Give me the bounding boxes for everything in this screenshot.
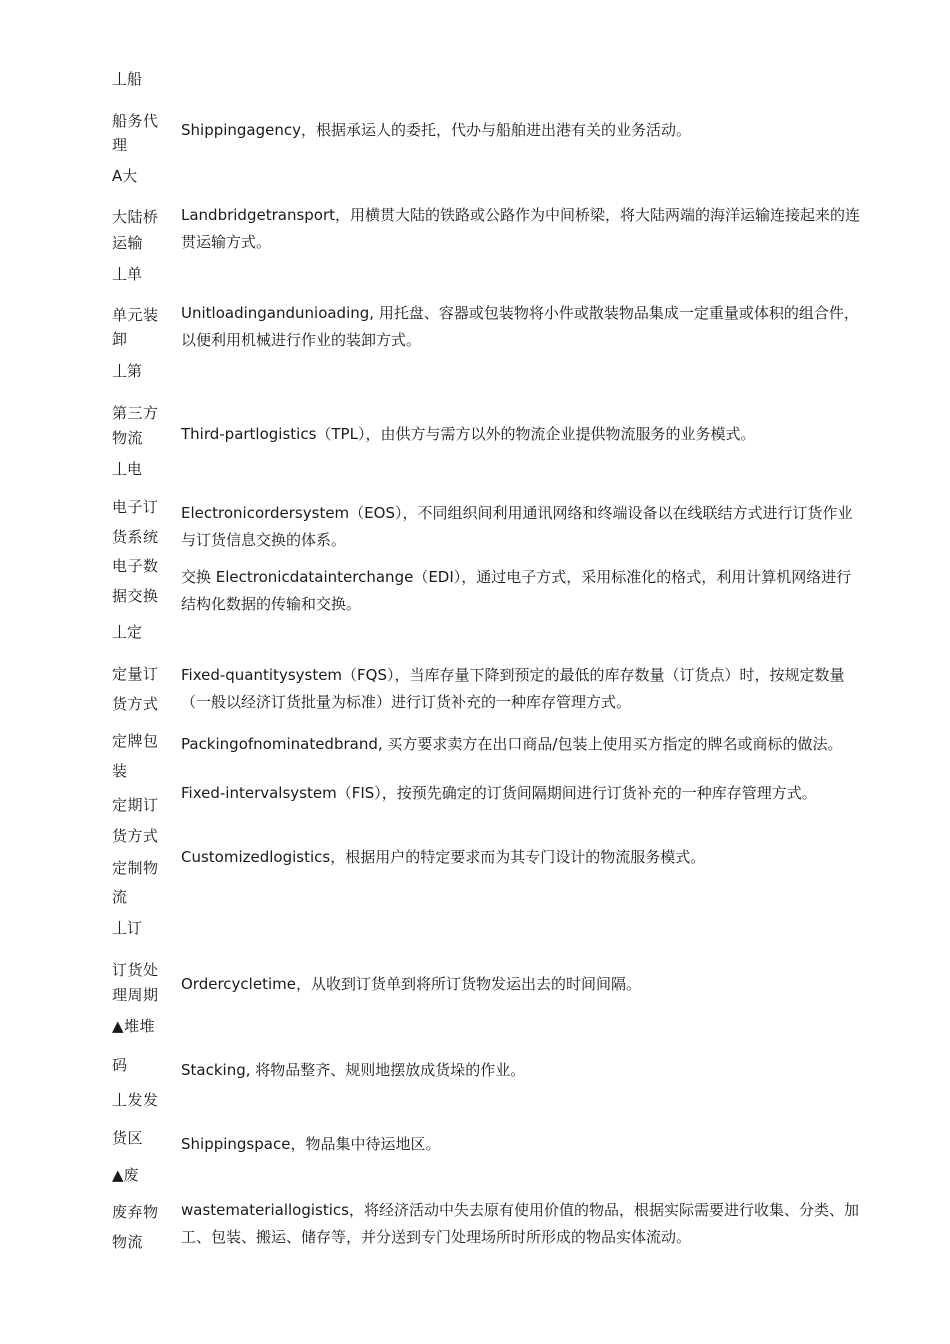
index-marker: ▲废: [112, 1166, 139, 1184]
term-label: 第三方: [112, 404, 159, 422]
term-definition: Shippingspace，物品集中待运地区。: [181, 1135, 441, 1153]
term-label: 货系统: [112, 528, 159, 546]
term-label: 电子数: [112, 557, 159, 575]
term-label: 定制物: [112, 859, 159, 877]
term-label: 物流: [112, 1233, 144, 1251]
term-label: 电子订: [112, 498, 159, 516]
term-label: 定牌包: [112, 732, 159, 750]
term-label: 货方式: [112, 827, 159, 845]
term-definition: Ordercycletime，从收到订货单到将所订货物发运出去的时间间隔。: [181, 975, 641, 993]
term-definition: Fixed-quantitysystem（FQS），当库存量下降到预定的最低的库存数量（订货点）时，按规定数量（一般以经济订货批量为标准）进行订货补充的一种库存管理方式。: [181, 666, 845, 711]
term-definition: 交换 Electronicdatainterchange（EDI），通过电子方式，采用标准化的格式，利用计算机网络进行结构化数据的传输和交换。: [181, 568, 852, 613]
term-label: 货区: [112, 1129, 144, 1147]
term-label: 理周期: [112, 986, 159, 1004]
term-label: 据交换: [112, 587, 159, 605]
term-label: 理: [112, 136, 128, 154]
term-label: 定期订: [112, 796, 159, 814]
term-label: 废弃物: [112, 1203, 159, 1221]
term-label: 订货处: [112, 961, 159, 979]
index-marker: 丄船: [112, 70, 143, 88]
index-marker: 丄定: [112, 623, 143, 641]
term-label: 运输: [112, 234, 144, 252]
index-marker: 丄第: [112, 362, 143, 380]
term-label: 物流: [112, 429, 144, 447]
term-label: 大陆桥: [112, 208, 159, 226]
term-definition: Third-partlogistics（TPL），由供方与需方以外的物流企业提供物流服务的业务模式。: [181, 425, 756, 443]
term-definition: Landbridgetransport，用横贯大陆的铁路或公路作为中间桥梁，将大陆两端的海洋运输连接起来的连贯运输方式。: [181, 206, 861, 251]
term-label: 货方式: [112, 695, 159, 713]
term-definition: Packingofnominatedbrand, 买方要求卖方在出口商品/包装上使用买方指定的牌名或商标的做法。: [181, 735, 843, 753]
term-label: 船务代: [112, 112, 159, 130]
term-label: 装: [112, 762, 128, 780]
term-definition: Shippingagency，根据承运人的委托，代办与船舶进出港有关的业务活动。: [181, 121, 692, 139]
term-label: 码: [112, 1056, 128, 1074]
term-definition: Unitloadingandunioading, 用托盘、容器或包装物将小件或散装物品集成一定重量或体积的组合件，以便利用机械进行作业的装卸方式。: [181, 304, 859, 349]
index-marker: A大: [112, 167, 138, 185]
index-marker: 丄电: [112, 460, 143, 478]
term-definition: Customizedlogistics，根据用户的特定要求而为其专门设计的物流服务模式。: [181, 848, 706, 866]
term-label: 卸: [112, 330, 128, 348]
term-label: 流: [112, 888, 128, 906]
index-marker: ▲堆堆: [112, 1017, 156, 1035]
term-label: 定量订: [112, 665, 159, 683]
term-definition: Stacking, 将物品整齐、规则地摆放成货垛的作业。: [181, 1061, 526, 1079]
term-definition: Fixed-intervalsystem（FIS），按预先确定的订货间隔期间进行订货补充的一种库存管理方式。: [181, 784, 817, 802]
index-marker: 丄发发: [112, 1091, 159, 1109]
term-definition: Electronicordersystem（EOS），不同组织间利用通讯网络和终端设备以在线联结方式进行订货作业与订货信息交换的体系。: [181, 504, 853, 549]
term-definition: wastemateriallogistics，将经济活动中失去原有使用价值的物品，根据实际需要进行收集、分类、加工、包装、搬运、储存等，并分送到专门处理场所时所形成的物品实体流动。: [181, 1201, 859, 1246]
term-label: 单元装: [112, 306, 159, 324]
index-marker: 丄订: [112, 919, 143, 937]
index-marker: 丄单: [112, 265, 143, 283]
